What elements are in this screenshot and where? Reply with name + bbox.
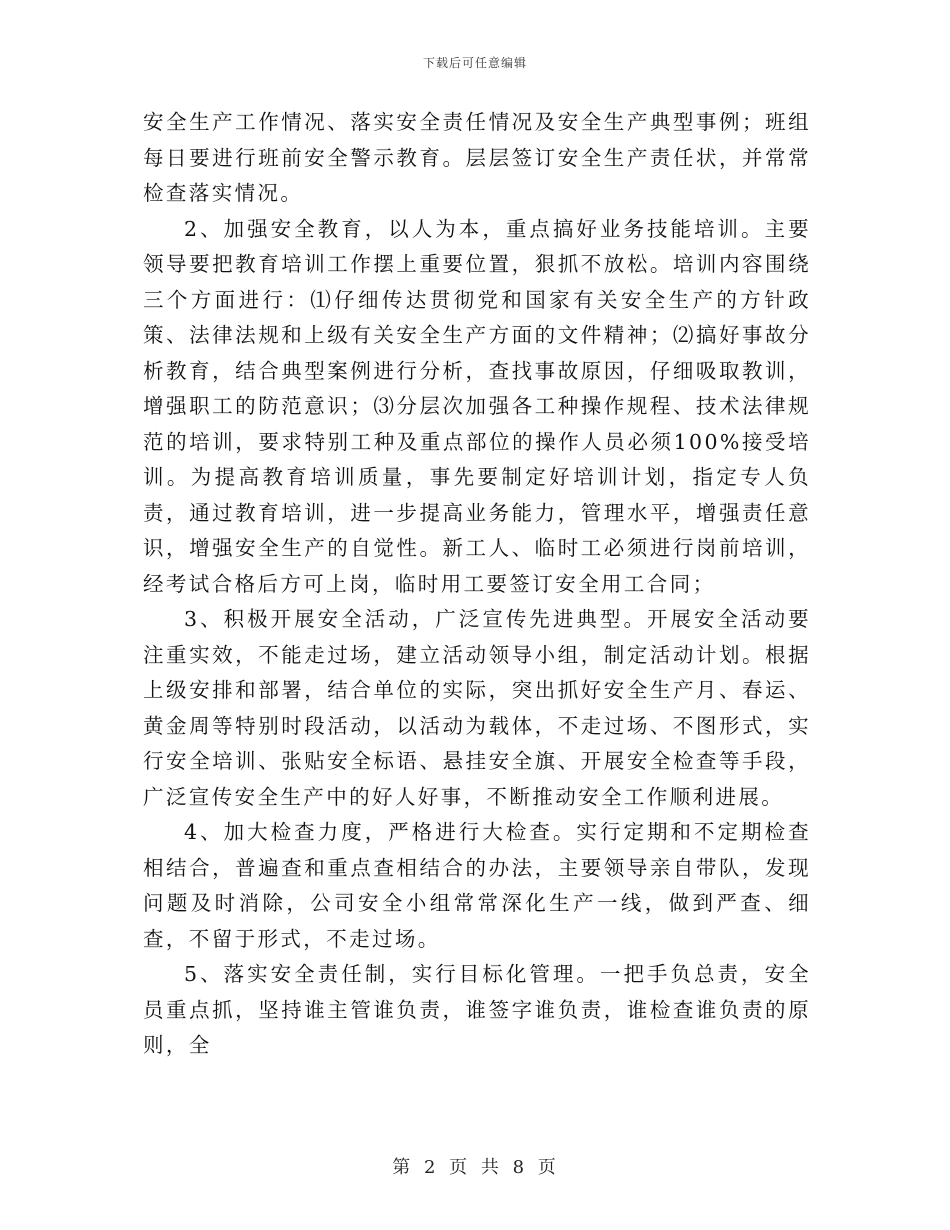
paragraph-item-3: 3、积极开展安全活动，广泛宣传先进典型。开展安全活动要注重实效，不能走过场，建立活动领导小组，制定活动计划。根据上级安排和部署，结合单位的实际，突出抓好安全生产月、春运、黄金周等特别时段活动，以活动为载体，不走过场、不图形式，实行安全培训、张贴安全标语、悬挂安全旗、开展安全检查等手段，广泛宣传安全生产中的好人好事，不断推动安全工作顺利进展。 (143, 607, 811, 809)
paragraph-item-5: 5、落实安全责任制，实行目标化管理。一把手负总责，安全员重点抓，坚持谁主管谁负责，谁签字谁负责，谁检查谁负责的原则，全 (143, 962, 811, 1057)
page-header-note: 下载后可任意编辑 (422, 56, 527, 70)
paragraph-item-4: 4、加大检查力度，严格进行大检查。实行定期和不定期检查相结合，普遍查和重点查相结合的办法，主要领导亲自带队，发现问题及时消除，公司安全小组常常深化生产一线，做到严查、细查，不留于形式，不走过场。 (143, 820, 811, 951)
page-number-footer: 第 2 页 共 8 页 (392, 1157, 558, 1178)
document-body (143, 105, 811, 1064)
paragraph-item-2: 2、加强安全教育，以人为本，重点搞好业务技能培训。主要领导要把教育培训工作摆上重要位置，狠抓不放松。培训内容围绕三个方面进行：⑴仔细传达贯彻党和国家有关安全生产的方针政策、法律法规和上级有关安全生产方面的文件精神；⑵搞好事故分析教育，结合典型案例进行分析，查找事故原因，仔细吸取教训，增强职工的防范意识；⑶分层次加强各工种操作规程、技术法律规范的培训，要求特别工种及重点部位的操作人员必须100%接受培训。为提高教育培训质量，事先要制定好培训计划，指定专人负责，通过教育培训，进一步提高业务能力，管理水平，增强责任意识，增强安全生产的自觉性。新工人、临时工必须进行岗前培训，经考试合格后方可上岗，临时用工要签订安全用工合同； (143, 216, 811, 596)
paragraph-continued: 安全生产工作情况、落实安全责任情况及安全生产典型事例；班组每日要进行班前安全警示教育。层层签订安全生产责任状，并常常检查落实情况。 (143, 110, 811, 205)
